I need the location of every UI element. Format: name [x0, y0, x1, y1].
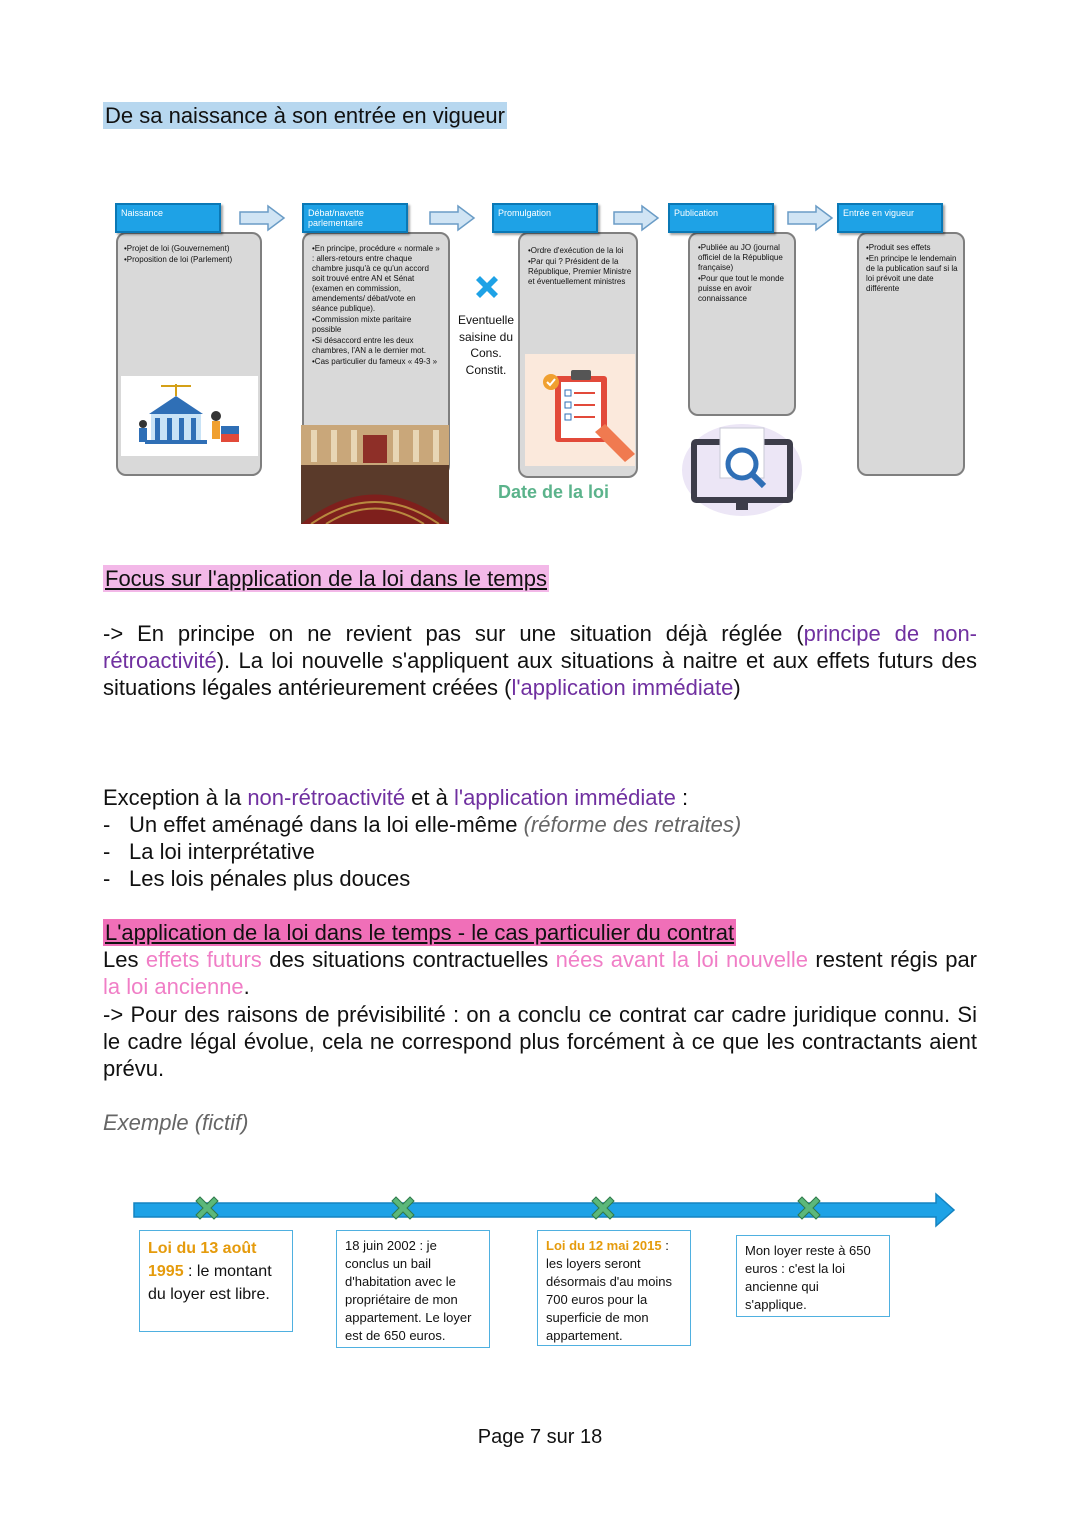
- search-document-icon: [680, 420, 804, 520]
- stage-text-entree-vigueur: •Produit ses effets •En principe le lendemain de la publication sauf si la loi prévoit une date différente: [866, 243, 958, 293]
- paragraph-contrat: Les effets futurs des situations contractuelles nées avant la loi nouvelle restent régis par la loi ancienne.: [103, 947, 978, 999]
- paragraph-previsibilite: -> Pour des raisons de prévisibilité : on a conclu ce contrat car cadre juridique connu. Si le cadre légal évolue, cela ne correspond plus forcément à ce que les contractants aient prévu.: [103, 1002, 977, 1081]
- date-de-la-loi-label: Date de la loi: [498, 482, 610, 502]
- x-mark-icon: [471, 271, 503, 303]
- checklist-illustration: [525, 354, 635, 466]
- stage-text-naissance: •Projet de loi (Gouvernement) •Proposition de loi (Parlement): [124, 244, 233, 264]
- section-title-focus: Focus sur l'application de la loi dans le temps: [105, 566, 547, 591]
- timeline-event-1995: Loi du 13 août 1995 : le montant du loyer est libre.: [139, 1230, 293, 1332]
- timeline-event-2002: 18 juin 2002 : je conclus un bail d'habitation avec le propriétaire de mon appartement. Le loyer est de 650 euros.: [336, 1230, 490, 1348]
- stage-tab-entree-vigueur: Entrée en vigueur: [837, 203, 943, 233]
- list-item: - Un effet aménagé dans la loi elle-même (réforme des retraites): [103, 812, 742, 837]
- legislative-process-diagram: [0, 0, 1080, 540]
- paragraph-non-retroactivite: -> En principe on ne revient pas sur une situation déjà réglée (principe de non-rétroactivité). La loi nouvelle s'appliquent aux situations à naitre et aux effets futurs des situations légales antérieurement créées (l'application immédiate): [103, 621, 978, 700]
- exceptions-block: [103, 784, 977, 892]
- stage-tab-debat: Débat/navette parlementaire: [302, 203, 408, 233]
- timeline-arrow: [130, 1190, 960, 1230]
- timeline-event-loyer: Mon loyer reste à 650 euros : c'est la loi ancienne qui s'applique.: [736, 1235, 890, 1317]
- stage-tab-naissance: Naissance: [115, 203, 221, 233]
- stage-text-publication: •Publiée au JO (journal officiel de la République française) •Pour que tout le monde puisse en avoir connaissance: [698, 243, 784, 303]
- saisine-label: Eventuelle saisine du Cons. Constit.: [457, 313, 515, 377]
- section-title-contrat: L'application de la loi dans le temps - le cas particulier du contrat: [105, 920, 735, 945]
- arrow-icon: [786, 204, 834, 232]
- parliament-photo: [301, 425, 449, 524]
- exceptions-heading: Exception à la non-rétroactivité et à l'application immédiate :: [103, 785, 689, 810]
- stage-tab-promulgation: Promulgation: [492, 203, 598, 233]
- timeline-event-2015: Loi du 12 mai 2015 : les loyers seront désormais d'au moins 700 euros pour la superficie de mon appartement.: [537, 1230, 691, 1346]
- stage-text-debat: •En principe, procédure « normale » : allers-retours entre chaque chambre jusqu'à ce qu'un accord soit trouvé entre AN et Sénat (examen en commission, amendements/ débat/vote en séance publique). •Commission mixte paritaire possible •Si désaccord entre les deux chambres, l'AN a le dernier mot. •Cas particulier du fameux « 49-3 »: [312, 244, 440, 366]
- arrow-icon: [428, 204, 476, 232]
- page-number: Page 7 sur 18: [477, 1426, 603, 1448]
- list-item: - Les lois pénales plus douces: [103, 866, 411, 891]
- arrow-icon: [238, 204, 286, 232]
- justice-illustration: [121, 376, 258, 456]
- arrow-icon: [612, 204, 660, 232]
- stage-tab-publication: Publication: [668, 203, 774, 233]
- list-item: - La loi interprétative: [103, 839, 315, 864]
- example-label: Exemple (fictif): [103, 1110, 249, 1135]
- section-title-naissance: De sa naissance à son entrée en vigueur: [105, 103, 505, 128]
- stage-text-promulgation: •Ordre d'exécution de la loi •Par qui ? Président de la République, Premier Ministre et éventuellement ministres: [528, 246, 632, 286]
